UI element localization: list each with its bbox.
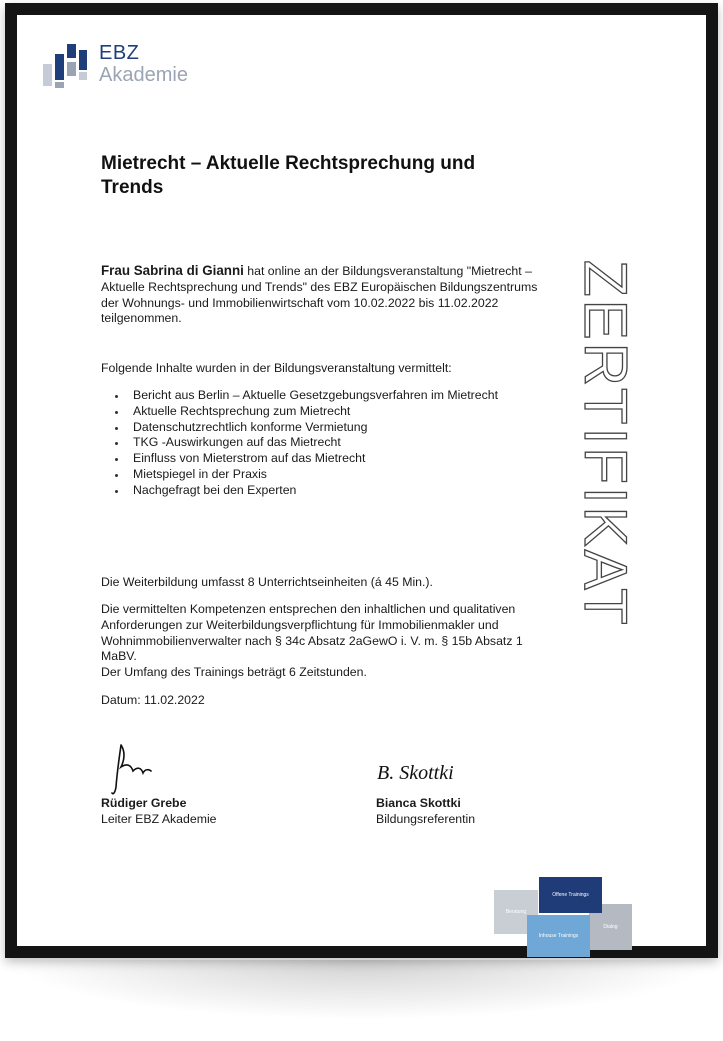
duration-text: Der Umfang des Trainings beträgt 6 Zeitstunden. bbox=[101, 665, 367, 680]
frame-shadow bbox=[8, 960, 715, 1020]
topics-list bbox=[101, 388, 541, 499]
certificate-paper bbox=[17, 15, 706, 946]
signature-grebe bbox=[107, 737, 157, 797]
signer-name: Rüdiger Grebe bbox=[101, 796, 187, 810]
list-item: Mietspiegel in der Praxis bbox=[101, 467, 541, 483]
tile-inhouse-trainings: Inhouse Trainings bbox=[527, 915, 590, 957]
signer-role: Bildungsreferentin bbox=[376, 811, 476, 826]
list-item: Einfluss von Mieterstrom auf das Mietrecht bbox=[101, 451, 541, 467]
course-title: Mietrecht – Aktuelle Rechtsprechung und Trends bbox=[101, 153, 476, 198]
tile-offene-trainings: Offene Trainings bbox=[539, 877, 602, 913]
signer-role: Leiter EBZ Akademie bbox=[101, 811, 217, 826]
training-scope: Die Weiterbildung umfasst 8 Unterrichtseinheiten (á 45 Min.). bbox=[101, 575, 433, 589]
logo-brand: EBZ bbox=[99, 42, 140, 64]
list-item: Datenschutzrechtlich konforme Vermietung bbox=[101, 420, 541, 436]
tile-beratung: Beratung bbox=[494, 890, 538, 934]
list-item: Nachgefragt bei den Experten bbox=[101, 483, 541, 499]
signature-skottki bbox=[375, 755, 485, 790]
ebz-logo-icon bbox=[41, 38, 89, 90]
list-item: Bericht aus Berlin – Aktuelle Gesetzgebungsverfahren im Mietrecht bbox=[101, 388, 541, 404]
training-format-graphic bbox=[494, 877, 632, 957]
certificate-date: Datum: 11.02.2022 bbox=[101, 693, 205, 707]
participation-text: hat online an der Bildungsveranstaltung "Mietrecht – Aktuelle Rechtsprechung und Trends" des EBZ Europäischen Bildungszentrums der Wohnungs- und Immobilienwirtschaft vom 10.02.2022 bis 11.02.2022 teilgenommen. bbox=[101, 264, 538, 326]
certificate-frame bbox=[5, 3, 718, 958]
signer-right bbox=[376, 796, 475, 828]
competence-statement bbox=[101, 602, 541, 681]
signer-name: Bianca Skottki bbox=[376, 796, 461, 810]
list-item: TKG -Auswirkungen auf das Mietrecht bbox=[101, 435, 541, 451]
topics-lead: Folgende Inhalte wurden in der Bildungsveranstaltung vermittelt: bbox=[101, 361, 452, 375]
competence-text: Die vermittelten Kompetenzen entsprechen den inhaltlichen und qualitativen Anforderungen zur Weiterbildungsverpflichtung für Immobilienmakler und Wohnimmobilienverwalter nach § 34c Absatz 2aGewO i. V. m. § 15b Absatz 1 MaBV. bbox=[101, 602, 523, 664]
participant-name: Frau Sabrina di Gianni bbox=[101, 263, 244, 278]
participation-statement bbox=[101, 263, 541, 327]
certificate-heading-vertical: ZERTIFIKAT bbox=[572, 260, 639, 628]
tile-dialog: Dialog bbox=[589, 904, 632, 950]
list-item: Aktuelle Rechtsprechung zum Mietrecht bbox=[101, 404, 541, 420]
logo-subtitle: Akademie bbox=[99, 64, 188, 86]
signature-skottki-text: B. Skottki bbox=[377, 762, 454, 784]
ebz-logo bbox=[41, 38, 211, 98]
logo-text bbox=[99, 43, 188, 85]
signer-left bbox=[101, 796, 217, 828]
